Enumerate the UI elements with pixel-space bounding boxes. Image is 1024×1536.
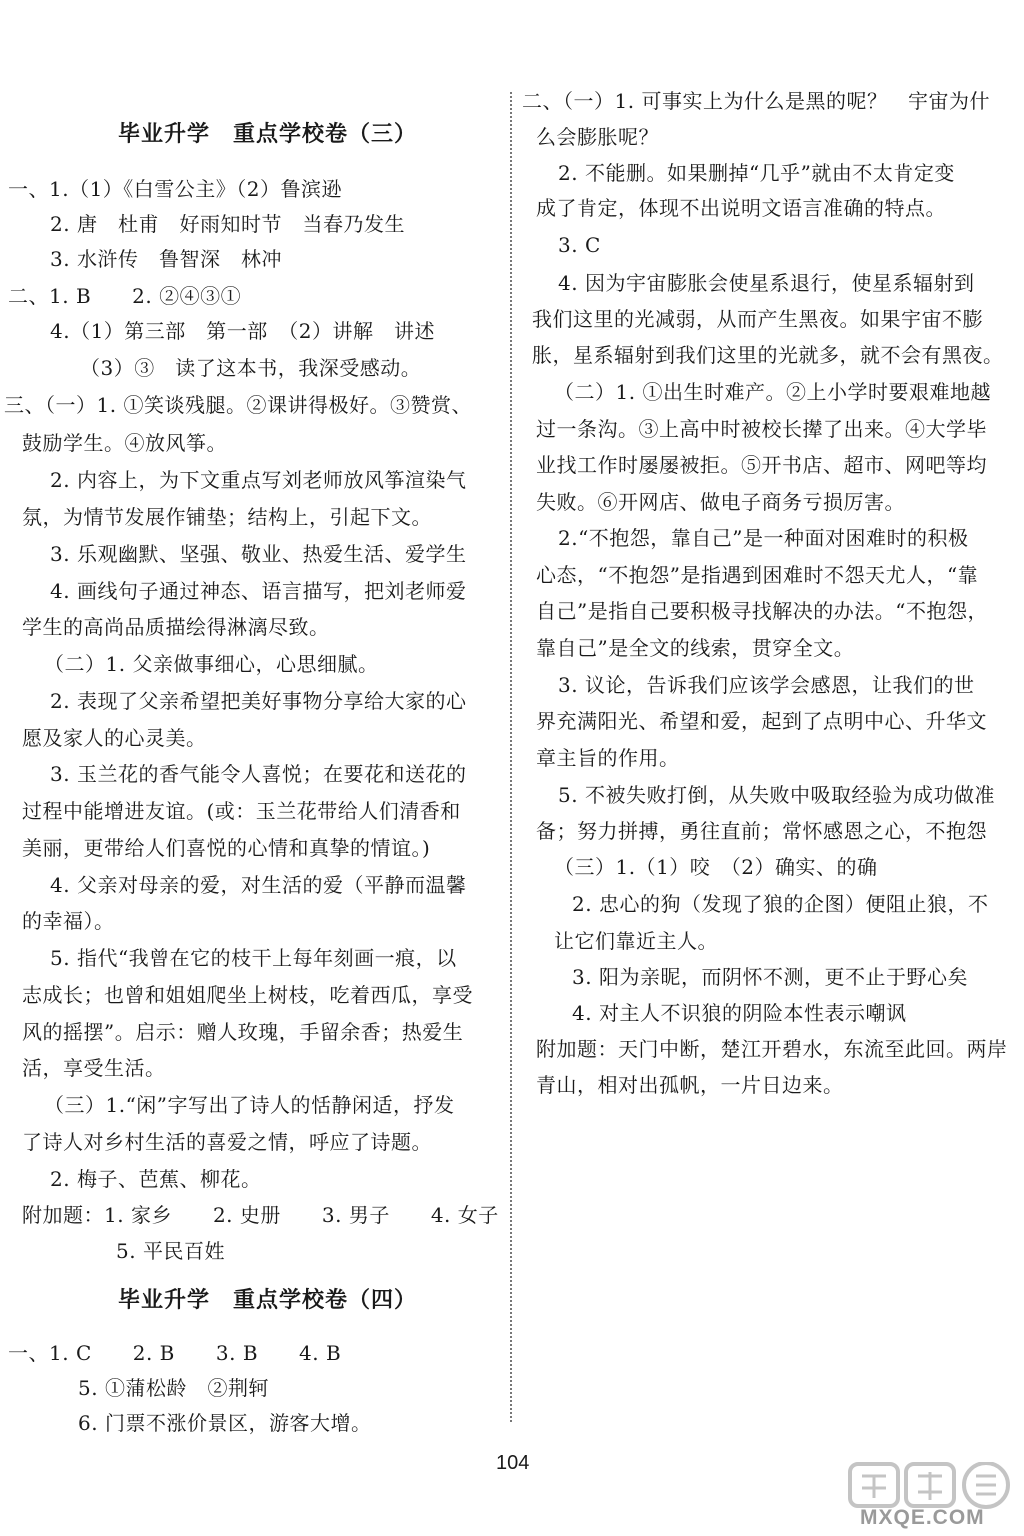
answer-line: （3）③ 读了这本书，我深受感动。 — [80, 356, 422, 380]
answer-line: 备；努力拼搏，勇往直前；常怀感恩之心，不抱怨 — [536, 819, 987, 843]
answer-line: 活，享受生活。 — [22, 1056, 166, 1080]
answer-line: 过程中能增进友谊。(或：玉兰花带给人们清香和 — [22, 799, 461, 823]
answer-line: 3. 水浒传 鲁智深 林冲 — [50, 247, 282, 271]
answer-line: 氛，为情节发展作铺垫；结构上，引起下文。 — [22, 505, 432, 529]
answer-line: 附加题：天门中断，楚江开碧水，东流至此回。两岸 — [536, 1037, 1008, 1061]
answer-line: 失败。⑥开网店、做电子商务亏损厉害。 — [536, 490, 905, 514]
answer-line: 6. 门票不涨价景区，游客大增。 — [78, 1411, 372, 1435]
answer-line: 5. 平民百姓 — [116, 1239, 225, 1263]
answer-line: 3. C — [558, 233, 601, 257]
answer-line: 业找工作时屡屡被拒。⑤开书店、超市、网吧等均 — [536, 453, 987, 477]
answer-line: 3. 阳为亲昵，而阴怀不测，更不止于野心矣 — [572, 965, 968, 989]
answer-line: 4.（1）第三部 第一部 （2）讲解 讲述 — [50, 319, 436, 343]
answer-line: 志成长；也曾和姐姐爬坐上树枝，吃着西瓜，享受 — [22, 983, 473, 1007]
answer-line: 二、（一）1. 可事实上为什么是黑的呢？ 宇宙为什 — [522, 89, 990, 113]
answer-line: 自己”是指自己要积极寻找解决的办法。“不抱怨， — [536, 599, 988, 623]
answer-line: 一、1. C 2. B 3. B 4. B — [8, 1341, 342, 1365]
answer-line: 胀，星系辐射到我们这里的光就多，就不会有黑夜。 — [532, 343, 1004, 367]
answer-line: 界充满阳光、希望和爱，起到了点明中心、升华文 — [536, 709, 987, 733]
answer-line: 让它们靠近主人。 — [554, 929, 718, 953]
answer-line: 成了肯定，体现不出说明文语言准确的特点。 — [536, 196, 946, 220]
answer-line: 4. 画线句子通过神态、语言描写，把刘老师爱 — [50, 579, 467, 603]
section-title-3: 毕业升学 重点学校卷（三） — [118, 121, 418, 147]
answer-line: 我们这里的光减弱，从而产生黑夜。如果宇宙不膨 — [532, 307, 983, 331]
answer-line: （二）1. ①出生时难产。②上小学时要艰难地越 — [554, 380, 991, 404]
page-number: 104 — [496, 1452, 530, 1474]
answer-line: 4. 父亲对母亲的爱，对生活的爱（平静而温馨 — [50, 873, 467, 897]
answer-line: 三、（一）1. ①笑谈残腿。②课讲得极好。③赞赏、 — [4, 393, 472, 417]
answer-line: （二）1. 父亲做事细心，心思细腻。 — [44, 652, 379, 676]
answer-line: 了诗人对乡村生活的喜爱之情，呼应了诗题。 — [22, 1130, 432, 1154]
answer-line: 2. 梅子、芭蕉、柳花。 — [50, 1167, 262, 1191]
answer-line: 5. 不被失败打倒，从失败中吸取经验为成功做准 — [558, 783, 995, 807]
answer-line: 一、1.（1）《白雪公主》（2）鲁滨逊 — [8, 177, 343, 201]
answer-line: 鼓励学生。④放风筝。 — [22, 431, 227, 455]
answer-line: 愿及家人的心灵美。 — [22, 726, 207, 750]
answer-line: 美丽，更带给人们喜悦的心情和真挚的情谊。) — [22, 836, 431, 860]
answer-line: 2. 唐 杜甫 好雨知时节 当春乃发生 — [50, 212, 405, 236]
answer-line: 章主旨的作用。 — [536, 746, 680, 770]
answer-line: 2. 不能删。如果删掉“几乎”就由不太肯定变 — [558, 161, 955, 185]
answer-line: 附加题：1. 家乡 2. 史册 3. 男子 4. 女子 — [22, 1203, 499, 1227]
answer-line: 的幸福）。 — [22, 909, 115, 933]
answer-line: 二、1. B 2. ②④③① — [8, 284, 242, 308]
answer-line: 风的摇摆”。启示：赠人玫瑰，手留余香；热爱生 — [22, 1020, 464, 1044]
answer-line: 2.“不抱怨，靠自己”是一种面对困难时的积极 — [558, 526, 969, 550]
answer-line: 2. 忠心的狗（发现了狼的企图）便阻止狼，不 — [572, 892, 989, 916]
answer-line: 3. 议论，告诉我们应该学会感恩，让我们的世 — [558, 673, 975, 697]
answer-line: 么会膨胀呢？ — [536, 125, 659, 149]
answer-line: 3. 玉兰花的香气能令人喜悦；在要花和送花的 — [50, 762, 467, 786]
answer-line: 3. 乐观幽默、坚强、敬业、热爱生活、爱学生 — [50, 542, 467, 566]
watermark-url: MXQE.COM — [860, 1506, 985, 1529]
answer-line: （三）1.“闲”字写出了诗人的恬静闲适，抒发 — [44, 1093, 455, 1117]
section-title-4: 毕业升学 重点学校卷（四） — [118, 1287, 418, 1313]
answer-line: 4. 因为宇宙膨胀会使星系退行，使星系辐射到 — [558, 271, 975, 295]
answer-line: 5. 指代“我曾在它的枝干上每年刻画一痕，以 — [50, 946, 457, 970]
answer-line: （三）1.（1）咬 （2）确实、的确 — [554, 855, 878, 879]
answer-line: 学生的高尚品质描绘得淋漓尽致。 — [22, 615, 330, 639]
answer-line: 过一条沟。③上高中时被校长撵了出来。④大学毕 — [536, 417, 987, 441]
answer-line: 心态，“不抱怨”是指遇到困难时不怨天尤人，“靠 — [536, 563, 979, 587]
answer-line: 5. ①蒲松龄 ②荆轲 — [78, 1376, 269, 1400]
column-divider — [510, 92, 512, 1422]
answer-line: 2. 内容上，为下文重点写刘老师放风筝渲染气 — [50, 468, 467, 492]
answer-line: 靠自己”是全文的线索，贯穿全文。 — [536, 636, 855, 660]
answer-line: 4. 对主人不识狼的阴险本性表示嘲讽 — [572, 1001, 907, 1025]
answer-line: 2. 表现了父亲希望把美好事物分享给大家的心 — [50, 689, 467, 713]
answer-line: 青山，相对出孤帆，一片日边来。 — [536, 1073, 844, 1097]
